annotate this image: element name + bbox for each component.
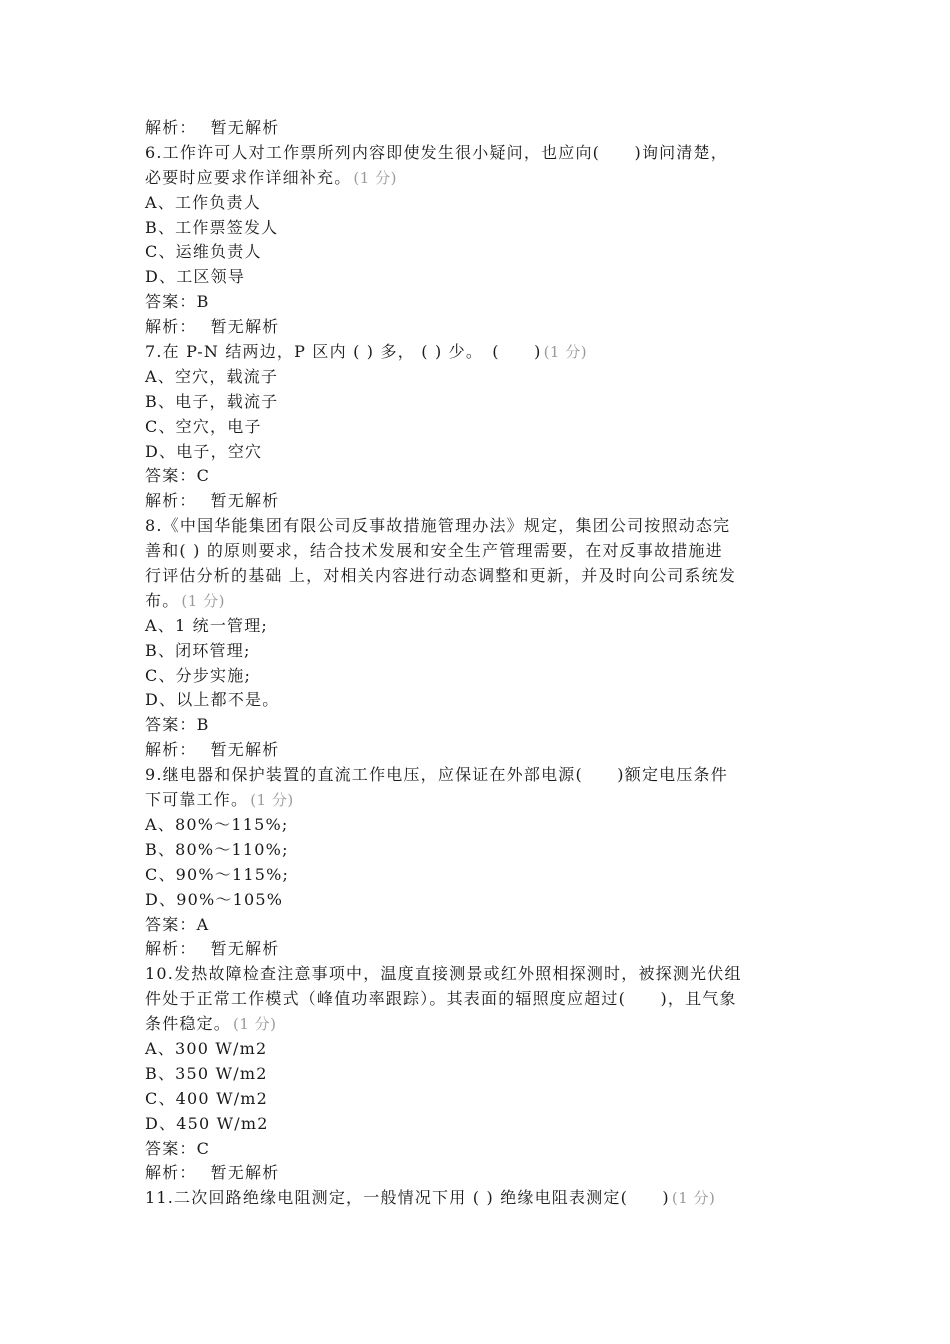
answer-option: A、300 W/m2	[145, 1038, 268, 1058]
question-text: 7.在 P-N 结两边，P 区内 ( ) 多， ( ) 少。 ( )	[145, 342, 542, 362]
answer-option: B、80%～110%;	[145, 839, 289, 859]
question-text-line	[145, 166, 810, 191]
answer-option: D、90%～105%	[145, 889, 284, 909]
question-text: 布。	[145, 590, 180, 610]
answer-option: B、350 W/m2	[145, 1063, 268, 1083]
answer-option: B、电子，载流子	[145, 391, 279, 411]
question-block	[145, 141, 810, 340]
answer-key: 答案：B	[145, 715, 210, 735]
question-text-line	[145, 788, 810, 813]
answer-option: B、工作票签发人	[145, 217, 279, 237]
question-analysis	[145, 1161, 810, 1186]
answer-option: C、分步实施;	[145, 665, 252, 685]
question-text-line	[145, 962, 810, 987]
question-score: (1 分)	[671, 1189, 716, 1208]
analysis-text: 暂无解析	[210, 939, 280, 959]
answer-key: 答案：C	[145, 466, 211, 486]
analysis-label: 解析：	[145, 740, 197, 760]
question-score: (1 分)	[353, 168, 397, 187]
answer-option: D、工区领导	[145, 267, 246, 287]
question-text: 10.发热故障检查注意事项中，温度直接测景或红外照相探测时，被探测光伏组	[145, 964, 742, 984]
question-text-line	[145, 987, 810, 1012]
question-text-line	[145, 539, 810, 564]
question-text-line	[145, 564, 810, 589]
analysis-label: 解析：	[145, 118, 197, 137]
question-block	[145, 1186, 810, 1211]
prev-analysis	[145, 116, 810, 141]
analysis-text: 暂无解析	[210, 491, 280, 511]
question-block	[145, 763, 810, 962]
answer-option: C、400 W/m2	[145, 1088, 269, 1108]
answer-option: A、空穴，载流子	[145, 366, 279, 386]
question-text-line	[145, 514, 810, 539]
question-text: 6.工作许可人对工作票所列内容即使发生很小疑问，也应向( )询问清楚，	[145, 142, 728, 162]
answer-option: D、以上都不是。	[145, 690, 280, 710]
question-text: 件处于正常工作模式（峰值功率跟踪）。其表面的辐照度应超过( )，且气象	[145, 989, 737, 1009]
answer-option: A、1 统一管理;	[145, 615, 269, 635]
answer-option: D、电子，空穴	[145, 441, 263, 461]
question-score: (1 分)	[181, 591, 225, 610]
question-text: 必要时应要求作详细补充。	[145, 167, 352, 187]
answer-option: C、运维负责人	[145, 242, 262, 262]
question-list	[145, 141, 810, 1211]
analysis-text: 暂无解析	[210, 1163, 280, 1183]
question-text: 条件稳定。	[145, 1014, 232, 1034]
question-text: 下可靠工作。	[145, 790, 249, 810]
question-text-line	[145, 340, 810, 365]
analysis-text: 暂无解析	[210, 317, 280, 337]
answer-option: D、450 W/m2	[145, 1113, 269, 1133]
question-analysis	[145, 738, 810, 763]
question-text-line	[145, 1012, 810, 1037]
question-text: 行评估分析的基础 上，对相关内容进行动态调整和更新，并及时向公司系统发	[145, 566, 737, 586]
analysis-label: 解析：	[145, 939, 197, 959]
document-page	[145, 116, 810, 1211]
question-analysis	[145, 315, 810, 340]
analysis-text: 暂无解析	[210, 118, 280, 137]
answer-option: C、空穴，电子	[145, 416, 262, 436]
question-score: (1 分)	[543, 343, 588, 362]
question-text-line	[145, 141, 810, 166]
analysis-text: 暂无解析	[210, 740, 280, 760]
answer-option: A、80%～115%;	[145, 814, 289, 834]
answer-option: C、90%～115%;	[145, 864, 290, 884]
question-analysis	[145, 937, 810, 962]
question-text: 11.二次回路绝缘电阻测定，一般情况下用 ( ) 绝缘电阻表测定( )	[145, 1188, 670, 1208]
answer-option: A、工作负责人	[145, 192, 261, 212]
answer-key: 答案：A	[145, 914, 210, 934]
analysis-label: 解析：	[145, 317, 197, 337]
question-score: (1 分)	[233, 1015, 277, 1034]
question-analysis	[145, 489, 810, 514]
answer-option: B、闭环管理;	[145, 640, 251, 660]
question-text: 9.继电器和保护装置的直流工作电压，应保证在外部电源( )额定电压条件	[145, 765, 728, 785]
question-text: 善和( ) 的原则要求，结合技术发展和安全生产管理需要，在对反事故措施进	[145, 541, 723, 561]
question-block	[145, 514, 810, 763]
question-block	[145, 962, 810, 1186]
answer-key: 答案：C	[145, 1138, 211, 1158]
analysis-label: 解析：	[145, 491, 197, 511]
answer-key: 答案：B	[145, 292, 210, 312]
question-text: 8.《中国华能集团有限公司反事故措施管理办法》规定，集团公司按照动态完	[145, 516, 731, 536]
question-text-line	[145, 1186, 810, 1211]
question-text-line	[145, 589, 810, 614]
analysis-label: 解析：	[145, 1163, 197, 1183]
question-text-line	[145, 763, 810, 788]
question-block	[145, 340, 810, 514]
question-score: (1 分)	[250, 791, 294, 810]
